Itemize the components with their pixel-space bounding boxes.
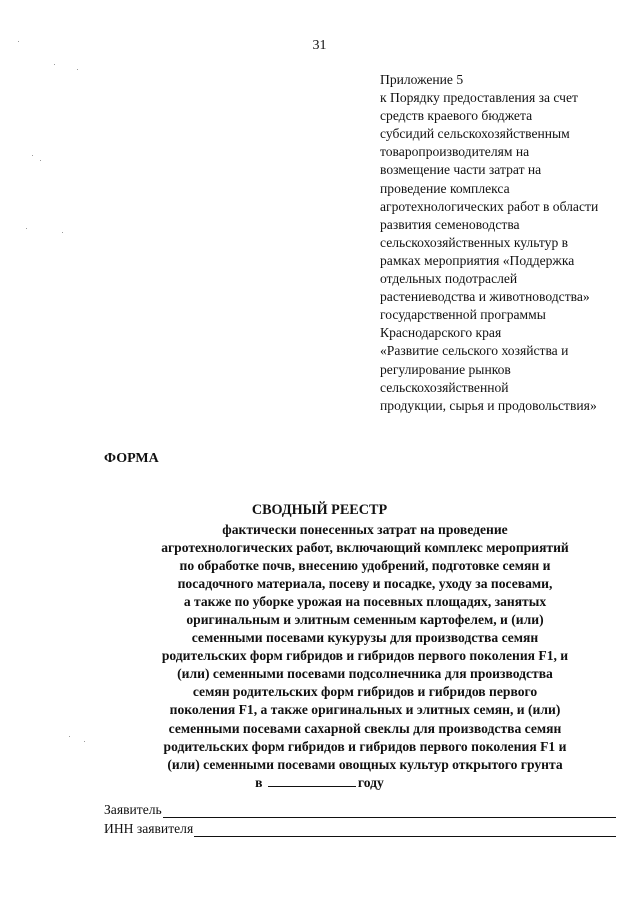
scan-speck bbox=[77, 69, 78, 70]
registry-year-line bbox=[0, 774, 639, 791]
appendix-line: Приложение 5 bbox=[380, 72, 464, 87]
inn-label: ИНН заявителя bbox=[104, 821, 194, 836]
appendix-line: агротехнологических работ в области bbox=[380, 198, 599, 214]
applicant-label: Заявитель bbox=[104, 802, 162, 817]
registry-text-line: посадочного материала, посеву и посадке, уходу за посевами, bbox=[177, 576, 553, 592]
scan-speck bbox=[40, 160, 41, 161]
appendix-line: возмещение части затрат на bbox=[380, 162, 542, 178]
appendix-line: субсидий сельскохозяйственным bbox=[380, 126, 570, 142]
registry-text-line: семян родительских форм гибридов и гибридов первого bbox=[192, 684, 538, 700]
scan-speck bbox=[26, 228, 27, 229]
appendix-line: отдельных подотраслей bbox=[380, 271, 518, 287]
scan-speck bbox=[62, 232, 63, 233]
scan-speck bbox=[69, 736, 70, 737]
registry-text-line: агротехнологических работ, включающий комплекс мероприятий bbox=[161, 540, 569, 556]
registry-text-line: (или) семенными посевами подсолнечника для производства bbox=[177, 666, 553, 682]
registry-text-line: семенными посевами кукурузы для производства семян bbox=[191, 630, 539, 646]
year-suffix: году bbox=[357, 775, 384, 790]
appendix-line: сельскохозяйственных культур в bbox=[380, 234, 569, 250]
appendix-line: растениеводства и животноводства» bbox=[380, 289, 590, 305]
registry-text-line: оригинальным и элитным семенным картофелем, и (или) bbox=[186, 612, 544, 628]
applicant-blank-field[interactable] bbox=[163, 804, 616, 818]
appendix-line: развития семеноводства bbox=[380, 216, 520, 232]
applicant-field-row bbox=[104, 802, 616, 818]
scan-speck bbox=[18, 41, 19, 42]
appendix-line: к Порядку предоставления за счет bbox=[380, 90, 578, 106]
inn-field-row bbox=[104, 821, 616, 837]
registry-title: СВОДНЫЙ РЕЕСТР bbox=[251, 502, 388, 518]
registry-text-line: фактически понесенных затрат на проведение bbox=[222, 522, 508, 537]
scan-speck bbox=[54, 64, 55, 65]
appendix-line: средств краевого бюджета bbox=[380, 108, 533, 124]
appendix-line: проведение комплекса bbox=[380, 180, 510, 196]
registry-text-line: а также по уборке урожая на посевных площадях, занятых bbox=[183, 594, 547, 610]
registry-text-line: (или) семенными посевами овощных культур открытого грунта bbox=[167, 756, 563, 772]
registry-text-line: родительских форм гибридов и гибридов первого поколения F1, и bbox=[161, 648, 569, 664]
appendix-line: рамках мероприятия «Поддержка bbox=[380, 252, 575, 268]
registry-text-line: по обработке почв, внесению удобрений, подготовке семян и bbox=[179, 558, 551, 574]
appendix-line: товаропроизводителям на bbox=[380, 144, 530, 160]
appendix-line: Краснодарского края bbox=[380, 325, 502, 341]
registry-description bbox=[100, 521, 630, 774]
appendix-line: регулирование рынков bbox=[380, 361, 511, 377]
appendix-line: сельскохозяйственной bbox=[380, 379, 509, 395]
appendix-line: государственной программы bbox=[380, 307, 546, 323]
registry-text-line: поколения F1, а также оригинальных и элитных семян, и (или) bbox=[169, 702, 561, 718]
registry-text-line: семенными посевами сахарной свеклы для производства семян bbox=[168, 720, 562, 736]
form-label: ФОРМА bbox=[104, 451, 159, 466]
scan-speck bbox=[32, 155, 33, 156]
inn-blank-field[interactable] bbox=[194, 823, 616, 837]
page-number: 31 bbox=[312, 38, 327, 53]
year-prefix: в bbox=[255, 775, 263, 790]
appendix-line: «Развитие сельского хозяйства и bbox=[380, 343, 569, 359]
registry-text-line: родительских форм гибридов и гибридов первого поколения F1 и bbox=[163, 738, 567, 754]
appendix-line: продукции, сырья и продовольствия» bbox=[380, 397, 597, 413]
year-blank-field[interactable] bbox=[268, 774, 356, 787]
scan-speck bbox=[84, 741, 85, 742]
appendix-block bbox=[380, 71, 638, 415]
